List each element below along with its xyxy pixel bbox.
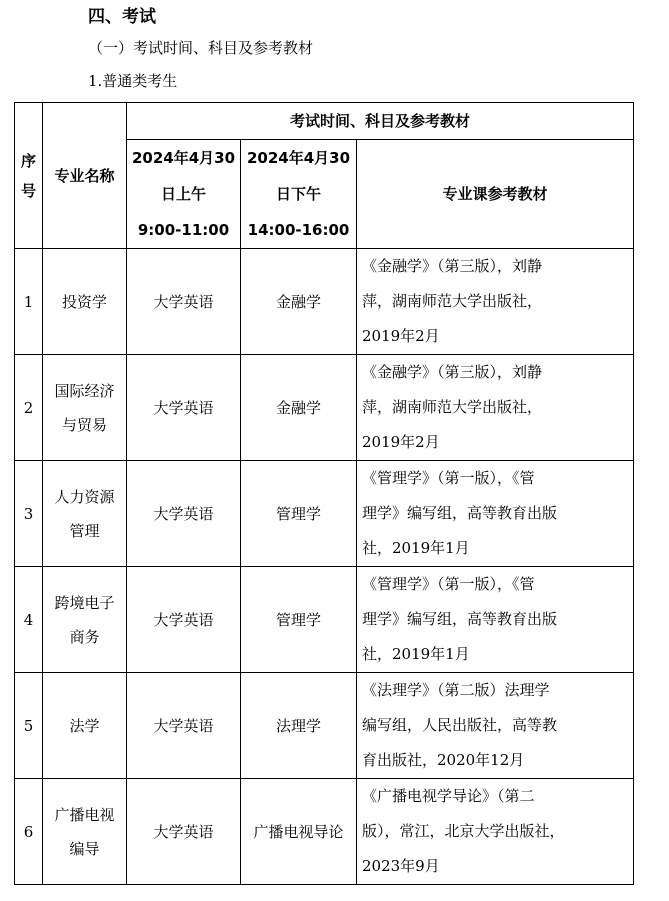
- row-textbook-line3: 2023年9月: [362, 857, 440, 875]
- row-major-line1: 跨境电子: [54, 593, 115, 612]
- row-textbook-line3: 2019年2月: [362, 433, 440, 451]
- header-am-line2: 日上午: [160, 185, 206, 203]
- row-am-subject: 大学英语: [127, 355, 241, 461]
- row-textbook-line1: 《金融学》（第三版），刘静: [362, 363, 543, 381]
- row-major: [43, 249, 127, 355]
- row-textbook-line3: 社，2019年1月: [362, 539, 470, 557]
- row-textbook-line3: 2019年2月: [362, 327, 440, 345]
- row-no: 3: [15, 461, 43, 567]
- table-row: [15, 779, 634, 885]
- table-row: [15, 249, 634, 355]
- candidate-category: 1.普通类考生: [88, 72, 178, 90]
- row-no: 2: [15, 355, 43, 461]
- subsection-heading: （一）考试时间、科目及参考教材: [88, 39, 314, 57]
- row-major: [43, 567, 127, 673]
- row-pm-subject: 管理学: [241, 567, 357, 673]
- header-row-1: [15, 103, 634, 140]
- header-seq-char1: 序: [20, 151, 36, 170]
- header-group: 考试时间、科目及参考教材: [127, 103, 634, 140]
- row-major: [43, 673, 127, 779]
- row-am-subject: 大学英语: [127, 461, 241, 567]
- row-major-line2: 编导: [69, 839, 100, 858]
- row-textbook-line1: 《法理学》（第二版）法理学: [362, 681, 550, 699]
- header-am: [127, 140, 241, 249]
- row-textbook: [357, 673, 634, 779]
- row-textbook-line1: 《管理学》（第一版），《管: [362, 469, 535, 487]
- row-pm-subject: 金融学: [241, 249, 357, 355]
- header-seq-char2: 号: [20, 181, 36, 200]
- exam-schedule-table: [14, 102, 634, 885]
- row-major-line1: 广播电视: [54, 805, 115, 824]
- row-am-subject: 大学英语: [127, 249, 241, 355]
- row-major-line1: 法学: [69, 716, 100, 735]
- header-seq: [15, 103, 43, 249]
- table-row: [15, 355, 634, 461]
- row-major: [43, 355, 127, 461]
- row-am-subject: 大学英语: [127, 673, 241, 779]
- row-textbook: [357, 461, 634, 567]
- row-pm-subject: 金融学: [241, 355, 357, 461]
- row-textbook-line2: 理学》编写组，高等教育出版: [362, 504, 558, 522]
- row-textbook: [357, 567, 634, 673]
- header-pm-line2: 日下午: [275, 185, 321, 203]
- row-major-line2: 商务: [69, 627, 100, 646]
- row-textbook: [357, 779, 634, 885]
- header-pm: [241, 140, 357, 249]
- row-pm-subject: 法理学: [241, 673, 357, 779]
- row-am-subject: 大学英语: [127, 779, 241, 885]
- header-major: 专业名称: [43, 103, 127, 249]
- row-major-line2: 管理: [69, 521, 100, 540]
- row-textbook-line1: 《管理学》（第一版），《管: [362, 575, 535, 593]
- row-no: 6: [15, 779, 43, 885]
- row-textbook-line3: 育出版社，2020年12月: [362, 751, 525, 769]
- row-textbook-line2: 版），常江，北京大学出版社，: [362, 822, 565, 840]
- row-textbook-line2: 萍，湖南师范大学出版社，: [362, 398, 543, 416]
- row-textbook: [357, 249, 634, 355]
- row-major-line1: 投资学: [61, 292, 107, 311]
- header-pm-line1: 2024年4月30: [246, 149, 351, 167]
- row-major-line1: 国际经济: [54, 381, 115, 400]
- table-row: [15, 461, 634, 567]
- row-major: [43, 461, 127, 567]
- header-pm-line3: 14:00-16:00: [247, 221, 350, 239]
- row-pm-subject: 管理学: [241, 461, 357, 567]
- row-am-subject: 大学英语: [127, 567, 241, 673]
- row-major: [43, 779, 127, 885]
- section-heading: 四、考试: [88, 7, 156, 27]
- table-row: [15, 567, 634, 673]
- row-textbook-line1: 《金融学》（第三版），刘静: [362, 257, 543, 275]
- row-textbook-line1: 《广播电视学导论》（第二: [362, 787, 535, 805]
- header-am-line3: 9:00-11:00: [137, 221, 230, 239]
- row-textbook-line2: 编写组，人民出版社，高等教: [362, 716, 558, 734]
- row-textbook-line2: 理学》编写组，高等教育出版: [362, 610, 558, 628]
- header-am-line1: 2024年4月30: [131, 149, 236, 167]
- row-no: 5: [15, 673, 43, 779]
- row-textbook-line3: 社，2019年1月: [362, 645, 470, 663]
- row-major-line1: 人力资源: [54, 487, 115, 506]
- row-no: 1: [15, 249, 43, 355]
- row-pm-subject: 广播电视导论: [241, 779, 357, 885]
- table-row: [15, 673, 634, 779]
- row-textbook-line2: 萍，湖南师范大学出版社，: [362, 292, 543, 310]
- row-textbook: [357, 355, 634, 461]
- row-major-line2: 与贸易: [61, 415, 107, 434]
- header-textbook: 专业课参考教材: [357, 140, 634, 249]
- row-no: 4: [15, 567, 43, 673]
